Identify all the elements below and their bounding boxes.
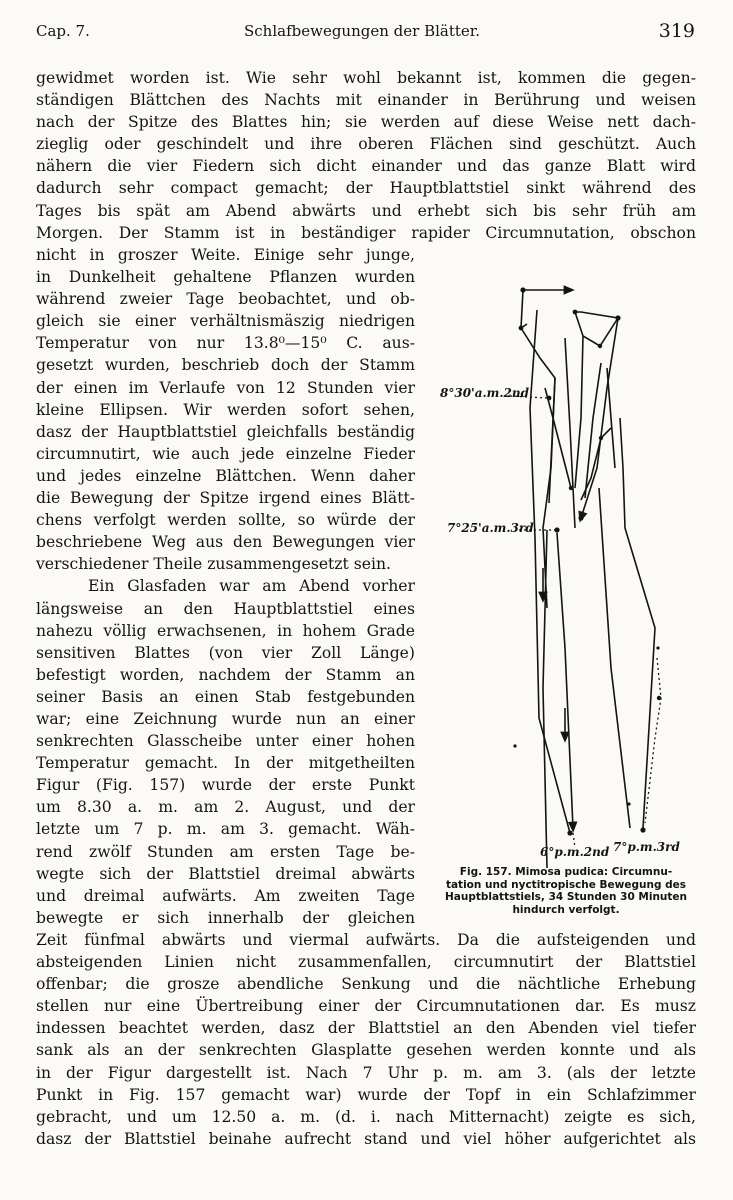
text-line: nähern die vier Fiedern sich dicht einander und das ganze Blatt wird	[36, 157, 696, 176]
text-line: offenbar; die grosze abendliche Senkung und die nächtliche Erhebung	[36, 975, 696, 994]
text-line: in der Figur dargestellt ist. Nach 7 Uhr p. m. am 3. (als der letzte	[36, 1063, 696, 1082]
text-line: um 8.30 a. m. am 2. August, und der	[36, 798, 415, 817]
text-line: kleine Ellipsen. Wir werden sofort sehen,	[36, 400, 415, 419]
chapter-label: Cap. 7.	[36, 22, 90, 40]
text-line: und dreimal aufwärts. Am zweiten Tage	[36, 886, 415, 905]
text-line: Morgen. Der Stamm ist in beständiger rapider Circumnutation, obschon	[36, 223, 696, 242]
text-line: indessen beachtet werden, dasz der Blattstiel an den Abenden viel tiefer	[36, 1019, 696, 1038]
text-line: Temperatur gemacht. In der mitgetheilten	[36, 754, 415, 773]
text-line: zieglig oder geschindelt und ihre oberen Flächen sind geschützt. Auch	[36, 135, 696, 154]
text-line: absteigenden Linien nicht zusammenfallen, circumnutirt der Blattstiel	[36, 953, 696, 972]
text-line: gleich sie einer verhältnismäszig niedrigen	[36, 312, 415, 331]
caption-line: Hauptblattstiels, 34 Stunden 30 Minuten	[444, 891, 688, 903]
figure-157	[425, 268, 715, 868]
text-line: rend zwölf Stunden am ersten Tage be-	[36, 842, 415, 861]
text-line: längsweise an den Hauptblattstiel eines	[36, 599, 415, 618]
text-line: dasz der Hauptblattstiel gleichfalls beständig	[36, 422, 415, 441]
text-line: und jedes einzelne Blättchen. Wenn daher	[36, 466, 415, 485]
text-line: stellen nur eine Übertreibung einer der Circumnutationen dar. Es musz	[36, 997, 696, 1016]
text-line: nahezu völlig erwachsenen, in hohem Grade	[36, 621, 415, 640]
caption-line: hindurch verfolgt.	[512, 903, 620, 916]
text-line: nicht in groszer Weite. Einige sehr junge,	[36, 246, 415, 264]
caption-line: Fig. 157. Mimosa pudica: Circumnu-	[459, 866, 673, 878]
text-line: wegte sich der Blattstiel dreimal abwärts	[36, 864, 415, 883]
text-line: sank als an der senkrechten Glasplatte gesehen werden konnte und als	[36, 1041, 696, 1060]
text-line: chens verfolgt werden sollte, so würde der	[36, 511, 415, 530]
text-line: senkrechten Glasscheibe unter einer hohen	[36, 732, 415, 751]
text-line: dasz der Blattstiel beinahe aufrecht stand und viel höher aufgerichtet als	[36, 1129, 696, 1148]
text-line: gebracht, und um 12.50 a. m. (d. i. nach Mitternacht) zeigte es sich,	[36, 1107, 696, 1126]
text-line: war; eine Zeichnung wurde nun an einer	[36, 709, 415, 728]
text-line: gesetzt wurden, beschrieb doch der Stamm	[36, 356, 415, 375]
caption-line: tation und nyctitropische Bewegung des	[445, 878, 687, 891]
label-725am: 7°25'a.m.3rd	[447, 521, 534, 535]
text-line: circumnutirt, wie auch jede einzelne Fieder	[36, 444, 415, 463]
text-line: sensitiven Blattes (von vier Zoll Länge)	[36, 643, 415, 662]
text-line: letzte um 7 p. m. am 3. gemacht. Wäh-	[36, 820, 415, 839]
label-7pm: 7°p.m.3rd	[613, 840, 680, 854]
narrow-column-text	[36, 244, 415, 929]
text-line: Figur (Fig. 157) wurde der erste Punkt	[36, 776, 415, 795]
figure-caption	[432, 866, 700, 916]
text-line: ständigen Blättchen des Nachts mit einander in Berührung und weisen	[36, 91, 696, 110]
text-line: beschriebene Weg aus den Bewegungen vier	[36, 533, 415, 552]
text-line: Punkt in Fig. 157 gemacht war) wurde der Topf in ein Schlafzimmer	[36, 1085, 696, 1104]
text-line: verschiedener Theile zusammengesetzt sein.	[36, 555, 391, 574]
text-line: in Dunkelheit gehaltene Pflanzen wurden	[36, 268, 415, 287]
label-6pm: 6°p.m.2nd	[540, 845, 610, 859]
page-number: 319	[658, 20, 695, 42]
text-line: bewegte er sich innerhalb der gleichen	[36, 908, 415, 927]
bottom-paragraph	[36, 929, 696, 1150]
text-line: gewidmet worden ist. Wie sehr wohl bekannt ist, kommen die gegen-	[36, 69, 696, 87]
text-line: Ein Glasfaden war am Abend vorher	[88, 577, 415, 596]
text-line: Zeit fünfmal abwärts und viermal aufwärts. Da die aufsteigenden und	[36, 931, 696, 949]
text-line: die Bewegung der Spitze irgend eines Blätt-	[36, 489, 415, 508]
running-header	[36, 22, 695, 48]
top-paragraph	[36, 67, 696, 244]
label-830am: 8°30'a.m.2nd	[440, 386, 530, 400]
text-line: während zweier Tage beobachtet, und ob-	[36, 290, 415, 309]
text-line: seiner Basis an einen Stab festgebunden	[36, 687, 415, 706]
text-line: Tages bis spät am Abend abwärts und erhebt sich bis sehr früh am	[36, 201, 696, 220]
running-title: Schlafbewegungen der Blätter.	[244, 22, 481, 40]
text-line: dadurch sehr compact gemacht; der Hauptblattstiel sinkt während des	[36, 179, 696, 198]
circumnutation-tracing	[425, 268, 715, 868]
text-line: befestigt worden, nachdem der Stamm an	[36, 665, 415, 684]
text-line: nach der Spitze des Blattes hin; sie werden auf diese Weise nett dach-	[36, 113, 696, 132]
text-line: Temperatur von nur 13.8⁰—15⁰ C. aus-	[36, 334, 415, 353]
text-line: der einen im Verlaufe von 12 Stunden vier	[36, 378, 415, 397]
